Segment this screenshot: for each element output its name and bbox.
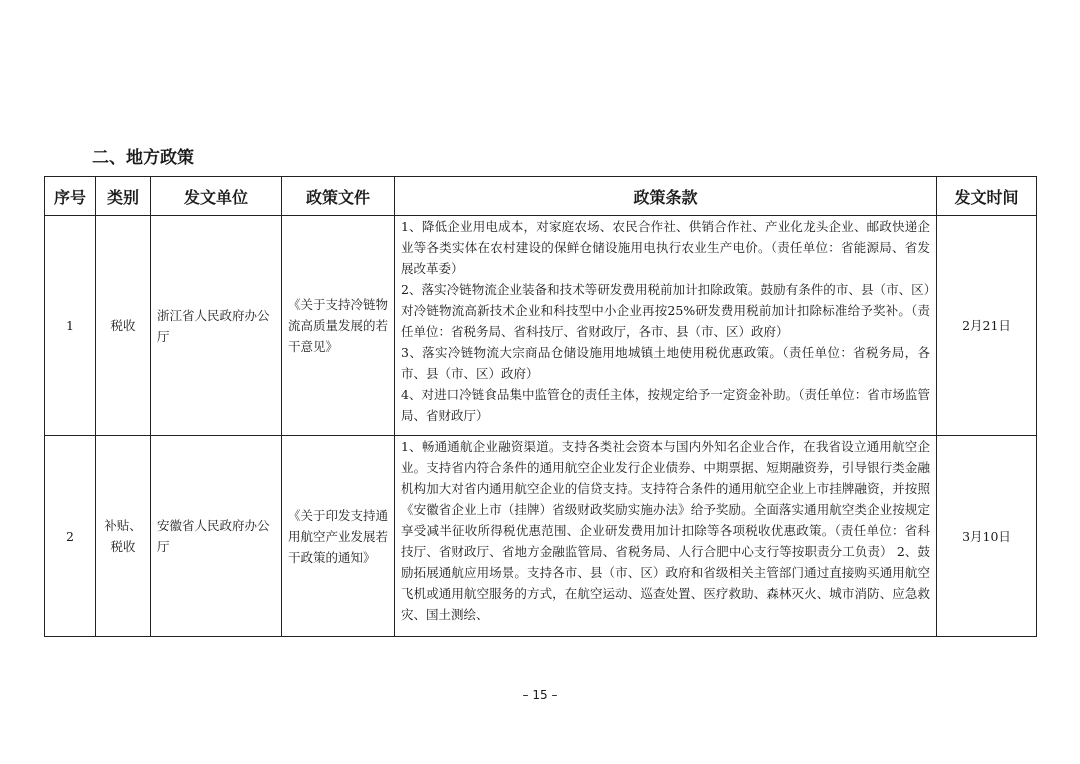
row-document: 《关于印发支持通用航空产业发展若干政策的通知》 [282, 436, 395, 637]
row-no: 2 [45, 436, 96, 637]
header-document: 政策文件 [282, 177, 395, 216]
row-no: 1 [45, 216, 96, 436]
policy-term: 2、鼓励拓展通航应用场景。支持各市、县（市、区）政府和省级相关主管部门通过直接购买通用航空飞机或通用航空服务的方式，在航空运动、巡查处置、医疗救助、森林灭火、城市消防、应急救灾、国土测绘、 [401, 544, 930, 622]
header-terms: 政策条款 [395, 177, 937, 216]
table-row [45, 436, 1037, 637]
header-date: 发文时间 [937, 177, 1037, 216]
row-terms [395, 216, 937, 436]
table-header-row [45, 177, 1037, 216]
row-terms [395, 436, 937, 637]
policy-term: 1、畅通通航企业融资渠道。支持各类社会资本与国内外知名企业合作，在我省设立通用航空企业。支持省内符合条件的通用航空企业发行企业债券、中期票据、短期融资券，引导银行类金融机构加大对省内通用航空企业的信贷支持。支持符合条件的通用航空企业上市挂牌融资，并按照《安徽省企业上市（挂牌）省级财政奖励实施办法》给予奖励。全面落实通用航空类企业按规定享受减半征收所得税优惠范围、企业研发费用加计扣除等各项税收优惠政策。（责任单位：省科技厅、省财政厅、省地方金融监管局、省税务局、人行合肥中心支行等按职责分工负责） [401, 439, 930, 559]
row-category: 补贴、税收 [96, 436, 151, 637]
row-issuer: 安徽省人民政府办公厅 [151, 436, 282, 637]
header-category: 类别 [96, 177, 151, 216]
row-document: 《关于支持冷链物流高质量发展的若干意见》 [282, 216, 395, 436]
page-number: – 15 – [522, 688, 558, 702]
row-category: 税收 [96, 216, 151, 436]
header-no: 序号 [45, 177, 96, 216]
row-date: 2月21日 [937, 216, 1037, 436]
policy-term: 1、降低企业用电成本，对家庭农场、农民合作社、供销合作社、产业化龙头企业、邮政快递企业等各类实体在农村建设的保鲜仓储设施用电执行农业生产电价。（责任单位：省能源局、省发展改革委） [401, 219, 930, 276]
row-date: 3月10日 [937, 436, 1037, 637]
policy-term: 4、对进口冷链食品集中监管仓的责任主体，按规定给予一定资金补助。（责任单位：省市场监管局、省财政厅） [401, 387, 930, 423]
section-title: 二、地方政策 [92, 148, 194, 168]
row-issuer: 浙江省人民政府办公厅 [151, 216, 282, 436]
policy-term: 2、落实冷链物流企业装备和技术等研发费用税前加计扣除政策。鼓励有条件的市、县（市、区）对冷链物流高新技术企业和科技型中小企业再按25%研发费用税前加计扣除标准给予奖补。（责任单位：省税务局、省科技厅、省财政厅，各市、县（市、区）政府） [401, 282, 930, 339]
policy-table [44, 176, 1037, 637]
header-issuer: 发文单位 [151, 177, 282, 216]
policy-term: 3、落实冷链物流大宗商品仓储设施用地城镇土地使用税优惠政策。（责任单位：省税务局，各市、县（市、区）政府） [401, 345, 930, 381]
table-row [45, 216, 1037, 436]
